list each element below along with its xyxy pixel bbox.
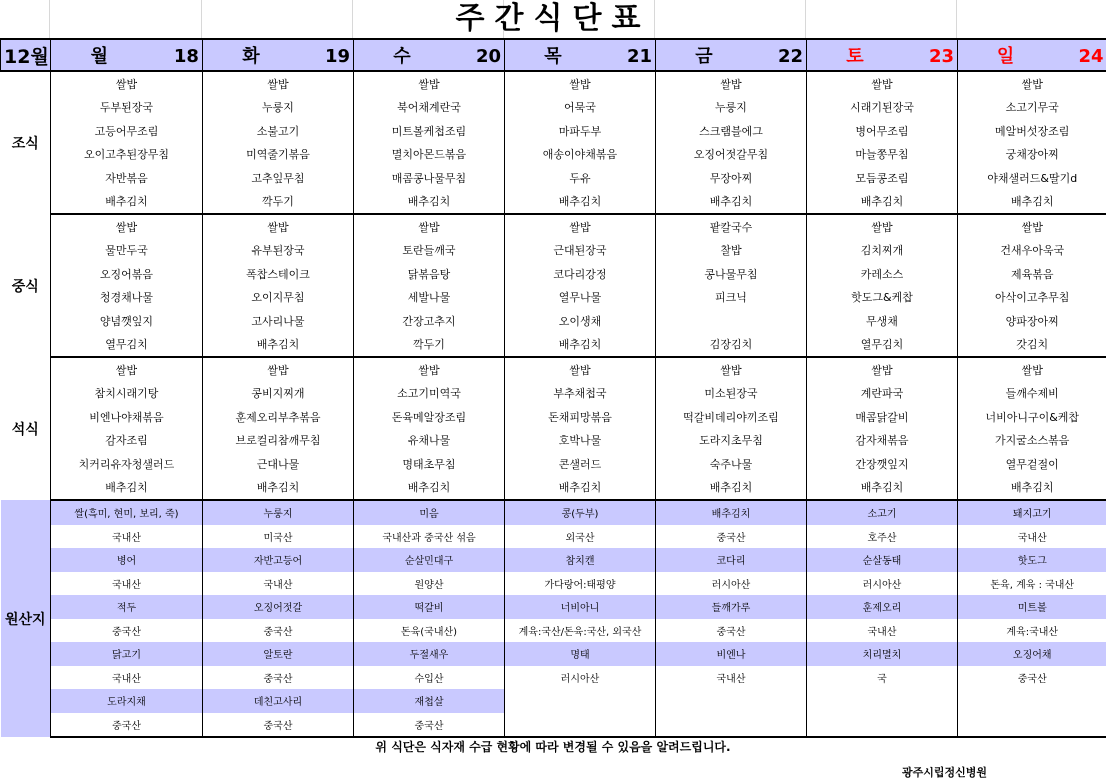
origin-item: 배추김치 — [656, 500, 807, 525]
menu-item: 유부된장국 — [203, 239, 354, 263]
menu-item: 두부된장국 — [51, 96, 203, 120]
menu-item: 갓김치 — [958, 333, 1106, 358]
menu-item: 참치시래기탕 — [51, 382, 203, 406]
day-header-cell — [656, 39, 807, 71]
origin-item: 국내산과 중국산 섞음 — [354, 525, 505, 549]
origin-item: 국 — [807, 666, 958, 690]
origin-row — [1, 666, 1106, 690]
origin-item — [807, 713, 958, 738]
origin-item: 국내산 — [51, 525, 203, 549]
day-header-cell — [958, 39, 1106, 71]
menu-item: 쌀밥 — [203, 71, 354, 96]
meal-row — [1, 429, 1106, 453]
menu-item: 떡갈비데리야끼조림 — [656, 405, 807, 429]
menu-item: 쌀밥 — [958, 214, 1106, 239]
menu-item: 열무나물 — [505, 286, 656, 310]
origin-row — [1, 572, 1106, 596]
menu-item: 쌀밥 — [51, 71, 203, 96]
menu-item: 세발나물 — [354, 286, 505, 310]
origin-row — [1, 642, 1106, 666]
menu-item: 오이지무침 — [203, 286, 354, 310]
menu-item: 돈육메알장조림 — [354, 405, 505, 429]
menu-item: 누룽지 — [656, 96, 807, 120]
meal-row — [1, 262, 1106, 286]
day-name: 화 — [206, 42, 296, 68]
menu-item: 찰밥 — [656, 239, 807, 263]
origin-item: 국내산 — [51, 666, 203, 690]
menu-table — [0, 38, 1106, 738]
menu-item: 배추김치 — [807, 190, 958, 215]
menu-item: 돈채피망볶음 — [505, 405, 656, 429]
menu-item: 누룽지 — [203, 96, 354, 120]
origin-item: 러시아산 — [505, 666, 656, 690]
origin-item: 적두 — [51, 595, 203, 619]
meal-row — [1, 286, 1106, 310]
menu-item: 깍두기 — [203, 190, 354, 215]
origin-item: 누룽지 — [203, 500, 354, 525]
day-date: 19 — [296, 46, 350, 67]
origin-item: 닭고기 — [51, 642, 203, 666]
menu-item: 간장깻잎지 — [807, 452, 958, 476]
menu-item: 소고기무국 — [958, 96, 1106, 120]
menu-item: 오징어젓갈무침 — [656, 143, 807, 167]
menu-item: 고추잎무침 — [203, 166, 354, 190]
menu-item: 가지굴소스볶음 — [958, 429, 1106, 453]
menu-item: 쌀밥 — [656, 71, 807, 96]
menu-item: 쌀밥 — [505, 71, 656, 96]
menu-item: 멸치아몬드볶음 — [354, 143, 505, 167]
origin-item: 원양산 — [354, 572, 505, 596]
menu-item: 무장아찌 — [656, 166, 807, 190]
day-date: 20 — [447, 46, 501, 67]
origin-item: 쌀(흑미, 현미, 보리, 죽) — [51, 500, 203, 525]
origin-item: 병어 — [51, 548, 203, 572]
menu-item: 훈제오리부추볶음 — [203, 405, 354, 429]
day-name: 금 — [659, 42, 749, 68]
origin-item — [656, 713, 807, 738]
origin-item: 핫도그 — [958, 548, 1106, 572]
origin-item: 중국산 — [203, 666, 354, 690]
origin-row — [1, 619, 1106, 643]
meal-row — [1, 190, 1106, 215]
origin-item: 코다리 — [656, 548, 807, 572]
meal-label: 중식 — [1, 214, 51, 357]
origin-item: 외국산 — [505, 525, 656, 549]
menu-item: 미역줄기볶음 — [203, 143, 354, 167]
meal-row — [1, 96, 1106, 120]
origin-item: 돈육, 계육 : 국내산 — [958, 572, 1106, 596]
menu-item: 숙주나물 — [656, 452, 807, 476]
meal-row — [1, 143, 1106, 167]
menu-item: 무생채 — [807, 309, 958, 333]
origin-item: 참치캔 — [505, 548, 656, 572]
menu-item: 쌀밥 — [354, 214, 505, 239]
origin-item: 국내산 — [807, 619, 958, 643]
menu-item: 쌀밥 — [203, 214, 354, 239]
origin-item — [505, 713, 656, 738]
menu-item: 물만두국 — [51, 239, 203, 263]
origin-item: 데친고사리 — [203, 689, 354, 713]
menu-item: 토란들깨국 — [354, 239, 505, 263]
menu-item: 자반볶음 — [51, 166, 203, 190]
menu-item: 배추김치 — [354, 190, 505, 215]
menu-item: 배추김치 — [51, 476, 203, 501]
menu-item: 오이고추된장무침 — [51, 143, 203, 167]
origin-item: 들깨가루 — [656, 595, 807, 619]
origin-item: 비엔나 — [656, 642, 807, 666]
origin-row — [1, 595, 1106, 619]
menu-item: 너비아니구이&케찹 — [958, 405, 1106, 429]
menu-item: 모듬콩조림 — [807, 166, 958, 190]
origin-item: 훈제오리 — [807, 595, 958, 619]
menu-item: 배추김치 — [505, 190, 656, 215]
origin-item: 국내산 — [656, 666, 807, 690]
menu-item: 쌀밥 — [51, 214, 203, 239]
menu-item: 제육볶음 — [958, 262, 1106, 286]
day-header-cell — [505, 39, 656, 71]
menu-item: 미트볼케첩조림 — [354, 119, 505, 143]
menu-item: 메알버섯장조림 — [958, 119, 1106, 143]
menu-item: 양념깻잎지 — [51, 309, 203, 333]
menu-item: 시래기된장국 — [807, 96, 958, 120]
day-name: 월 — [54, 42, 145, 68]
page-title: 주간식단표 — [0, 0, 1106, 38]
menu-item: 배추김치 — [203, 476, 354, 501]
origin-row — [1, 689, 1106, 713]
meal-row — [1, 309, 1106, 333]
origin-label: 원산지 — [1, 500, 51, 737]
menu-item: 열무겉절이 — [958, 452, 1106, 476]
origin-item: 너비아니 — [505, 595, 656, 619]
origin-item: 중국산 — [656, 619, 807, 643]
menu-item: 쌀밥 — [807, 214, 958, 239]
day-date: 21 — [598, 46, 652, 67]
menu-item: 스크램블에그 — [656, 119, 807, 143]
menu-item: 근대나물 — [203, 452, 354, 476]
meal-row — [1, 405, 1106, 429]
meal-row — [1, 452, 1106, 476]
title-row — [0, 0, 1106, 38]
origin-item: 오징어젓갈 — [203, 595, 354, 619]
menu-item: 아삭이고추무침 — [958, 286, 1106, 310]
menu-item: 부추채첩국 — [505, 382, 656, 406]
meal-row — [1, 119, 1106, 143]
menu-item: 청경채나물 — [51, 286, 203, 310]
origin-row — [1, 500, 1106, 525]
origin-item: 순살민대구 — [354, 548, 505, 572]
origin-item: 돈육(국내산) — [354, 619, 505, 643]
meal-label: 석식 — [1, 357, 51, 500]
menu-item: 고등어무조림 — [51, 119, 203, 143]
menu-item: 건새우아욱국 — [958, 239, 1106, 263]
menu-item: 병어무조림 — [807, 119, 958, 143]
menu-item: 쌀밥 — [505, 357, 656, 382]
menu-item: 배추김치 — [354, 476, 505, 501]
menu-item: 콩나물무침 — [656, 262, 807, 286]
meal-row — [1, 357, 1106, 382]
menu-item: 배추김치 — [51, 190, 203, 215]
menu-item: 근대된장국 — [505, 239, 656, 263]
menu-item: 도라지초무침 — [656, 429, 807, 453]
origin-item — [505, 689, 656, 713]
origin-item: 순살동태 — [807, 548, 958, 572]
menu-item: 팥칼국수 — [656, 214, 807, 239]
month-label: 12월 — [1, 39, 51, 71]
meal-row — [1, 71, 1106, 96]
origin-item: 두절새우 — [354, 642, 505, 666]
origin-row — [1, 713, 1106, 738]
menu-item: 감자채볶음 — [807, 429, 958, 453]
origin-item — [656, 689, 807, 713]
day-name: 수 — [357, 42, 447, 68]
menu-item: 소고기미역국 — [354, 382, 505, 406]
meal-row — [1, 476, 1106, 501]
origin-item: 수입산 — [354, 666, 505, 690]
origin-item: 중국산 — [203, 713, 354, 738]
notice-text: 위 식단은 식자재 수급 현황에 따라 변경될 수 있음을 알려드립니다. — [0, 738, 1106, 755]
menu-item: 매콤콩나물무침 — [354, 166, 505, 190]
origin-item: 호주산 — [807, 525, 958, 549]
menu-item: 쌀밥 — [354, 71, 505, 96]
origin-item: 재첩살 — [354, 689, 505, 713]
menu-item: 배추김치 — [958, 190, 1106, 215]
menu-item: 명태초무침 — [354, 452, 505, 476]
day-date: 23 — [900, 46, 954, 67]
day-date: 24 — [1050, 46, 1103, 67]
menu-item — [656, 309, 807, 333]
menu-item: 코다리강정 — [505, 262, 656, 286]
menu-item: 궁채장아찌 — [958, 143, 1106, 167]
origin-row — [1, 548, 1106, 572]
meal-row — [1, 214, 1106, 239]
menu-item: 치커리유자청샐러드 — [51, 452, 203, 476]
menu-item: 배추김치 — [807, 476, 958, 501]
hospital-name: 광주시립정신병원 — [902, 764, 987, 780]
menu-item: 쌀밥 — [656, 357, 807, 382]
origin-item — [958, 713, 1106, 738]
origin-row — [1, 525, 1106, 549]
meal-row — [1, 333, 1106, 358]
origin-item: 중국산 — [203, 619, 354, 643]
origin-item: 중국산 — [656, 525, 807, 549]
menu-item: 양파장아찌 — [958, 309, 1106, 333]
menu-item: 비엔나야채볶음 — [51, 405, 203, 429]
menu-item: 호박나물 — [505, 429, 656, 453]
menu-item: 들깨수제비 — [958, 382, 1106, 406]
day-header-cell — [203, 39, 354, 71]
origin-item: 미트볼 — [958, 595, 1106, 619]
origin-item: 소고기 — [807, 500, 958, 525]
menu-item: 쌀밥 — [958, 357, 1106, 382]
menu-item: 카레소스 — [807, 262, 958, 286]
origin-item: 돼지고기 — [958, 500, 1106, 525]
origin-item — [958, 689, 1106, 713]
menu-item: 김치찌개 — [807, 239, 958, 263]
origin-item: 국내산 — [51, 572, 203, 596]
menu-item: 간장고추지 — [354, 309, 505, 333]
origin-item: 자반고등어 — [203, 548, 354, 572]
origin-item: 알토란 — [203, 642, 354, 666]
menu-item: 배추김치 — [656, 476, 807, 501]
menu-item: 오이생채 — [505, 309, 656, 333]
day-header-cell — [354, 39, 505, 71]
origin-item: 오징어채 — [958, 642, 1106, 666]
origin-item: 떡갈비 — [354, 595, 505, 619]
menu-item: 유채나물 — [354, 429, 505, 453]
origin-item: 계육:국산/돈육:국산, 외국산 — [505, 619, 656, 643]
day-header-row — [1, 39, 1106, 71]
menu-item: 북어채계란국 — [354, 96, 505, 120]
origin-item: 명태 — [505, 642, 656, 666]
menu-item: 매콤닭갈비 — [807, 405, 958, 429]
origin-item: 미국산 — [203, 525, 354, 549]
origin-item: 가다랑어:태평양 — [505, 572, 656, 596]
menu-item: 계란파국 — [807, 382, 958, 406]
menu-item: 야채샐러드&딸기d — [958, 166, 1106, 190]
menu-item: 두유 — [505, 166, 656, 190]
day-header-cell — [807, 39, 958, 71]
menu-item: 배추김치 — [656, 190, 807, 215]
day-name: 일 — [961, 42, 1050, 68]
menu-item: 열무김치 — [51, 333, 203, 358]
menu-item: 배추김치 — [958, 476, 1106, 501]
meal-row — [1, 239, 1106, 263]
menu-item: 쌀밥 — [958, 71, 1106, 96]
menu-item: 애송이야채볶음 — [505, 143, 656, 167]
meal-label: 조식 — [1, 71, 51, 214]
menu-item: 김장김치 — [656, 333, 807, 358]
menu-item: 브로컬리참깨무침 — [203, 429, 354, 453]
menu-item: 배추김치 — [203, 333, 354, 358]
menu-item: 쌀밥 — [51, 357, 203, 382]
origin-item: 국내산 — [958, 525, 1106, 549]
day-name: 토 — [810, 42, 900, 68]
menu-item: 감자조림 — [51, 429, 203, 453]
menu-item: 고사리나물 — [203, 309, 354, 333]
origin-item: 치리멸치 — [807, 642, 958, 666]
origin-item: 계육:국내산 — [958, 619, 1106, 643]
menu-item: 배추김치 — [505, 476, 656, 501]
origin-item — [807, 689, 958, 713]
origin-item: 러시아산 — [656, 572, 807, 596]
menu-item: 깍두기 — [354, 333, 505, 358]
origin-item: 중국산 — [354, 713, 505, 738]
menu-item: 콩비지찌개 — [203, 382, 354, 406]
origin-item: 국내산 — [203, 572, 354, 596]
origin-item: 러시아산 — [807, 572, 958, 596]
menu-item: 폭찹스테이크 — [203, 262, 354, 286]
menu-item: 오징어볶음 — [51, 262, 203, 286]
menu-item: 쌀밥 — [807, 357, 958, 382]
menu-item: 닭볶음탕 — [354, 262, 505, 286]
menu-item: 어묵국 — [505, 96, 656, 120]
menu-item: 소불고기 — [203, 119, 354, 143]
meal-row — [1, 166, 1106, 190]
menu-item: 쌀밥 — [203, 357, 354, 382]
origin-item: 중국산 — [51, 619, 203, 643]
day-name: 목 — [508, 42, 598, 68]
origin-item: 미음 — [354, 500, 505, 525]
menu-item: 핫도그&케찹 — [807, 286, 958, 310]
menu-item: 마파두부 — [505, 119, 656, 143]
menu-item: 쌀밥 — [807, 71, 958, 96]
menu-item: 배추김치 — [505, 333, 656, 358]
menu-item: 쌀밥 — [505, 214, 656, 239]
origin-item: 중국산 — [51, 713, 203, 738]
menu-item: 콘샐러드 — [505, 452, 656, 476]
meal-row — [1, 382, 1106, 406]
day-date: 18 — [145, 46, 199, 67]
origin-item: 콩(두부) — [505, 500, 656, 525]
menu-item: 쌀밥 — [354, 357, 505, 382]
menu-item: 열무김치 — [807, 333, 958, 358]
menu-item: 피크닉 — [656, 286, 807, 310]
menu-item: 마늘쫑무침 — [807, 143, 958, 167]
day-date: 22 — [749, 46, 803, 67]
day-header-cell — [51, 39, 203, 71]
origin-item: 도라지채 — [51, 689, 203, 713]
menu-item: 미소된장국 — [656, 382, 807, 406]
origin-item: 중국산 — [958, 666, 1106, 690]
